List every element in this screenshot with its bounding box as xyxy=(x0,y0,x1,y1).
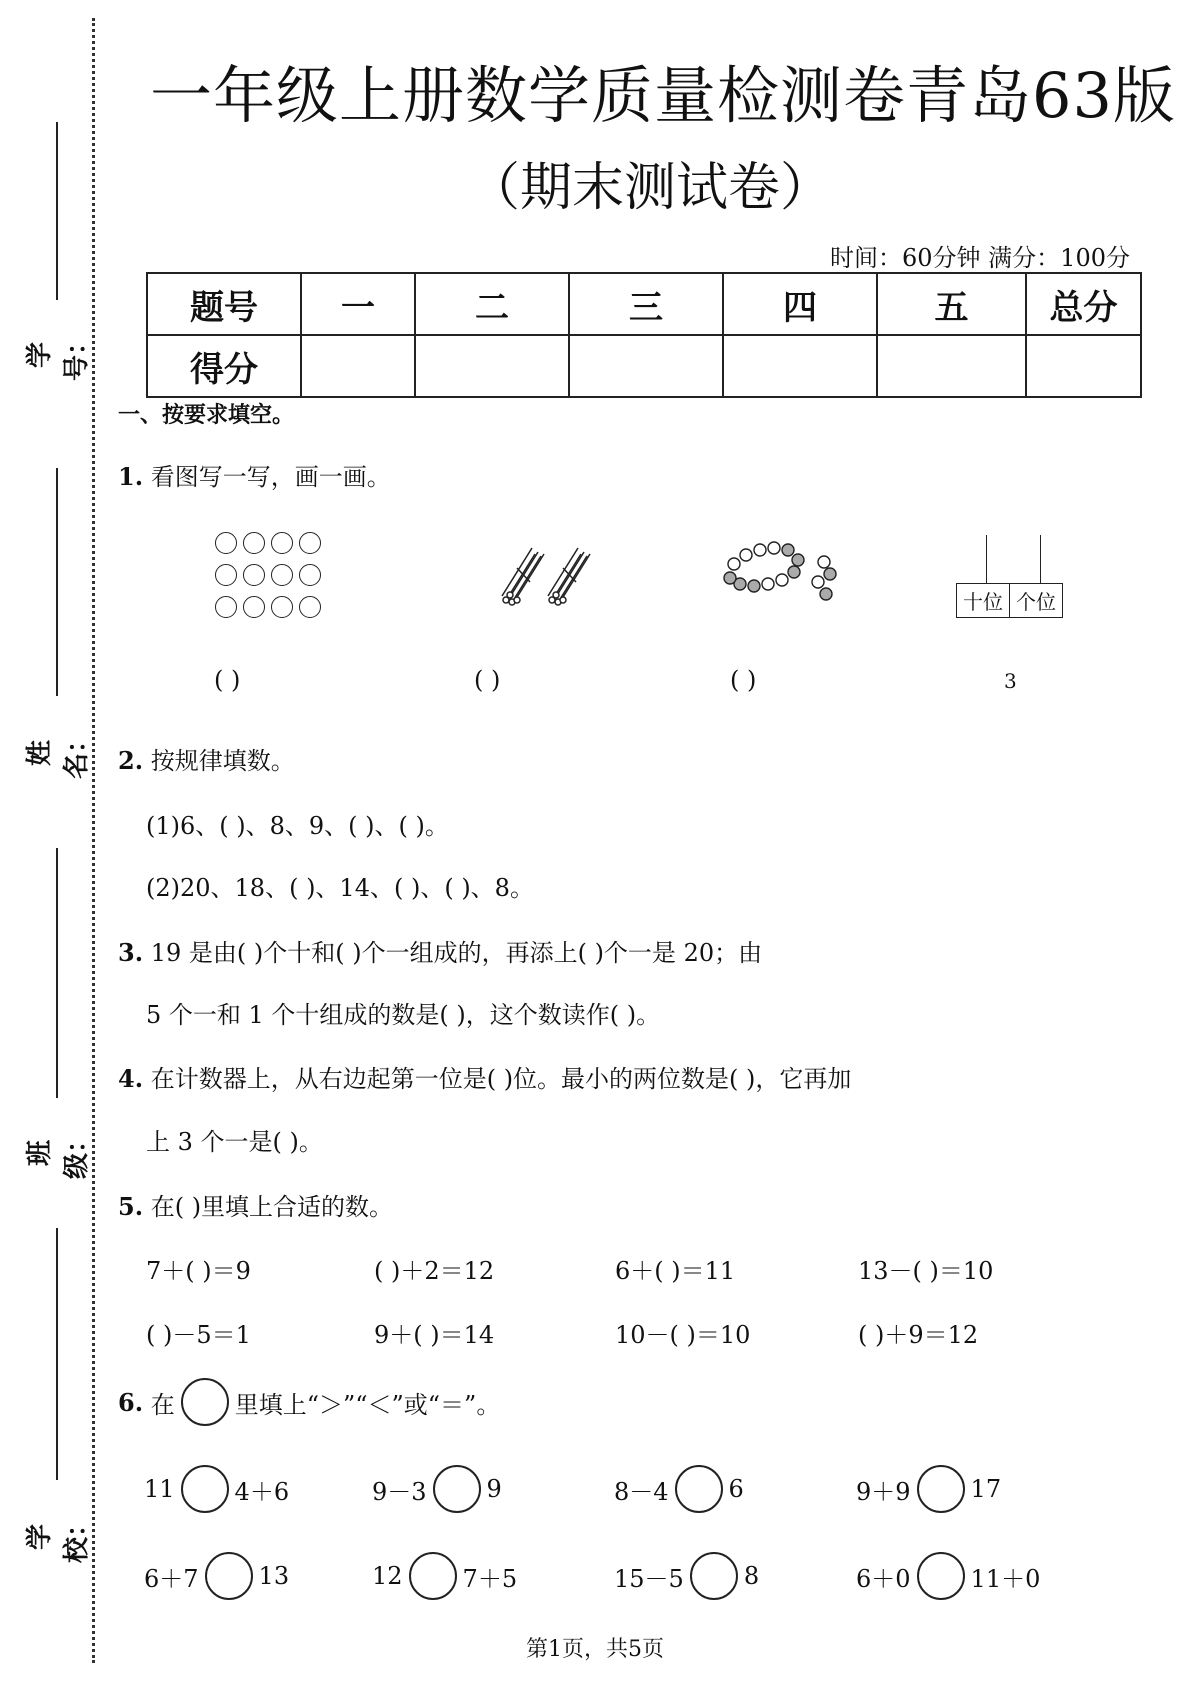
q6-answer-circle-8[interactable] xyxy=(917,1552,965,1600)
q3-text-1: 19 是由( )个十和( )个一组成的，再添上( )个一是 20；由 xyxy=(150,939,763,967)
q5-equation-7[interactable]: 10－( )＝10 xyxy=(615,1321,751,1349)
q6-right-1: 4＋6 xyxy=(234,1477,290,1506)
q6-left-7: 15－5 xyxy=(614,1564,684,1593)
q2-number: 2. xyxy=(118,746,144,775)
circle-grid-picture xyxy=(212,532,324,628)
q6-right-3: 6 xyxy=(728,1475,744,1503)
q1-text: 看图写一写，画一画。 xyxy=(150,463,391,491)
q6-answer-circle-4[interactable] xyxy=(917,1465,965,1513)
q5-equation-4[interactable]: 13－( )＝10 xyxy=(858,1257,994,1285)
score-cell-total: 总分 xyxy=(1026,273,1141,335)
q6-compare-2 xyxy=(372,1465,502,1513)
q6-left-4: 9＋9 xyxy=(856,1477,911,1506)
binding-dotted-line xyxy=(92,18,95,1663)
name-label: 姓名： xyxy=(25,727,92,780)
time-score-info: 时间：60分钟 满分：100分 xyxy=(830,244,1130,272)
q6-compare-6 xyxy=(372,1552,517,1600)
q6-compare-4 xyxy=(856,1465,1001,1513)
q1-abacus-value: 3 xyxy=(1004,669,1017,693)
q6-compare-3 xyxy=(614,1465,744,1513)
q6-left-8: 6＋0 xyxy=(856,1564,911,1593)
score-input-5[interactable] xyxy=(877,335,1026,397)
score-table-score-row xyxy=(147,335,1141,397)
score-input-4[interactable] xyxy=(723,335,877,397)
score-input-1[interactable] xyxy=(301,335,415,397)
q5-equation-8[interactable]: ( )＋9＝12 xyxy=(858,1321,979,1349)
q3-line-1[interactable] xyxy=(118,933,762,968)
q6-right-2: 9 xyxy=(486,1475,502,1503)
section-1-heading: 一、按要求填空。 xyxy=(118,403,295,428)
q6-answer-circle-2[interactable] xyxy=(433,1465,481,1513)
q4-line-1[interactable] xyxy=(118,1059,851,1094)
score-cell-4: 四 xyxy=(723,273,877,335)
abacus-ones-rod xyxy=(1040,535,1041,583)
q2-text: 按规律填数。 xyxy=(150,747,295,775)
abacus-ones-label: 个位 xyxy=(1016,590,1056,614)
score-cell-1: 一 xyxy=(301,273,415,335)
q6-right-6: 7＋5 xyxy=(462,1564,518,1593)
q6-example-circle xyxy=(181,1378,229,1426)
q1-prompt xyxy=(118,457,391,492)
q3-number: 3. xyxy=(118,938,144,967)
q5-equation-6[interactable]: 9＋( )＝14 xyxy=(374,1321,495,1349)
q5-number: 5. xyxy=(118,1192,144,1221)
class-label: 班级： xyxy=(25,1127,92,1180)
stick-bundles-picture xyxy=(494,540,604,610)
school-label: 学校： xyxy=(25,1511,92,1564)
q6-right-5: 13 xyxy=(258,1562,290,1590)
q6-left-3: 8－4 xyxy=(614,1477,669,1506)
score-input-total[interactable] xyxy=(1026,335,1141,397)
q4-number: 4. xyxy=(118,1064,144,1093)
score-table-header-row xyxy=(147,273,1141,335)
q6-text-after: 里填上“＞”“＜”或“＝”。 xyxy=(234,1390,501,1419)
q6-right-4: 17 xyxy=(970,1475,1002,1503)
q2-line-2[interactable]: (2)20、18、( )、14、( )、( )、8。 xyxy=(146,874,534,902)
score-row-label: 得分 xyxy=(147,335,301,397)
q4-text-1: 在计数器上，从右边起第一位是( )位。最小的两位数是( )，它再加 xyxy=(150,1065,852,1093)
q6-number: 6. xyxy=(118,1387,144,1417)
score-table xyxy=(146,272,1142,398)
q6-prompt xyxy=(118,1378,500,1426)
q2-line-1[interactable]: (1)6、( )、8、9、( )、( )。 xyxy=(146,812,449,840)
abacus-base xyxy=(956,583,1063,618)
q6-left-5: 6＋7 xyxy=(144,1564,199,1593)
q5-equation-3[interactable]: 6＋( )＝11 xyxy=(615,1257,736,1285)
exam-title: 一年级上册数学质量检测卷青岛63版 xyxy=(150,59,1176,132)
q3-line-2[interactable]: 5 个一和 1 个十组成的数是( )，这个数读作( )。 xyxy=(146,1001,661,1029)
name-line xyxy=(56,468,58,696)
q1-number: 1. xyxy=(118,462,144,491)
score-cell-label: 题号 xyxy=(147,273,301,335)
q6-answer-circle-3[interactable] xyxy=(675,1465,723,1513)
score-cell-5: 五 xyxy=(877,273,1026,335)
q6-answer-circle-5[interactable] xyxy=(205,1552,253,1600)
abacus-tens-label: 十位 xyxy=(957,584,1010,617)
student-id-line xyxy=(56,122,58,300)
q4-line-2[interactable]: 上 3 个一是( )。 xyxy=(146,1128,323,1156)
q6-answer-circle-1[interactable] xyxy=(181,1465,229,1513)
score-input-2[interactable] xyxy=(415,335,569,397)
q6-left-1: 11 xyxy=(144,1475,175,1503)
exam-subtitle: （期末测试卷） xyxy=(468,158,833,218)
school-line xyxy=(56,1228,58,1480)
q6-text-before: 在 xyxy=(150,1390,175,1419)
q5-equation-1[interactable]: 7＋( )＝9 xyxy=(146,1257,251,1285)
q5-equation-5[interactable]: ( )－5＝1 xyxy=(146,1321,251,1349)
q2-prompt xyxy=(118,741,295,776)
q6-compare-1 xyxy=(144,1465,289,1513)
score-cell-2: 二 xyxy=(415,273,569,335)
score-input-3[interactable] xyxy=(569,335,723,397)
q5-equation-2[interactable]: ( )＋2＝12 xyxy=(374,1257,495,1285)
q5-text: 在( )里填上合适的数。 xyxy=(150,1193,394,1221)
q6-answer-circle-6[interactable] xyxy=(409,1552,457,1600)
student-id-label: 学号： xyxy=(25,329,92,382)
q6-right-8: 11＋0 xyxy=(970,1564,1041,1593)
q6-right-7: 8 xyxy=(743,1562,760,1590)
abacus-tens-rod xyxy=(986,535,987,583)
page-footer: 第1页，共5页 xyxy=(526,1637,664,1662)
q6-answer-circle-7[interactable] xyxy=(690,1552,738,1600)
q1-answer-3[interactable]: ( ) xyxy=(730,666,757,694)
class-line xyxy=(56,848,58,1098)
q6-left-6: 12 xyxy=(372,1562,403,1590)
q6-compare-7 xyxy=(614,1552,759,1600)
q6-compare-5 xyxy=(144,1552,289,1600)
q1-answer-1[interactable]: ( ) xyxy=(214,666,241,694)
q5-prompt xyxy=(118,1187,393,1222)
q1-answer-2[interactable]: ( ) xyxy=(474,666,501,694)
bead-string-picture xyxy=(722,540,842,612)
q6-left-2: 9－3 xyxy=(372,1477,427,1506)
q6-compare-8 xyxy=(856,1552,1040,1600)
score-cell-3: 三 xyxy=(569,273,723,335)
